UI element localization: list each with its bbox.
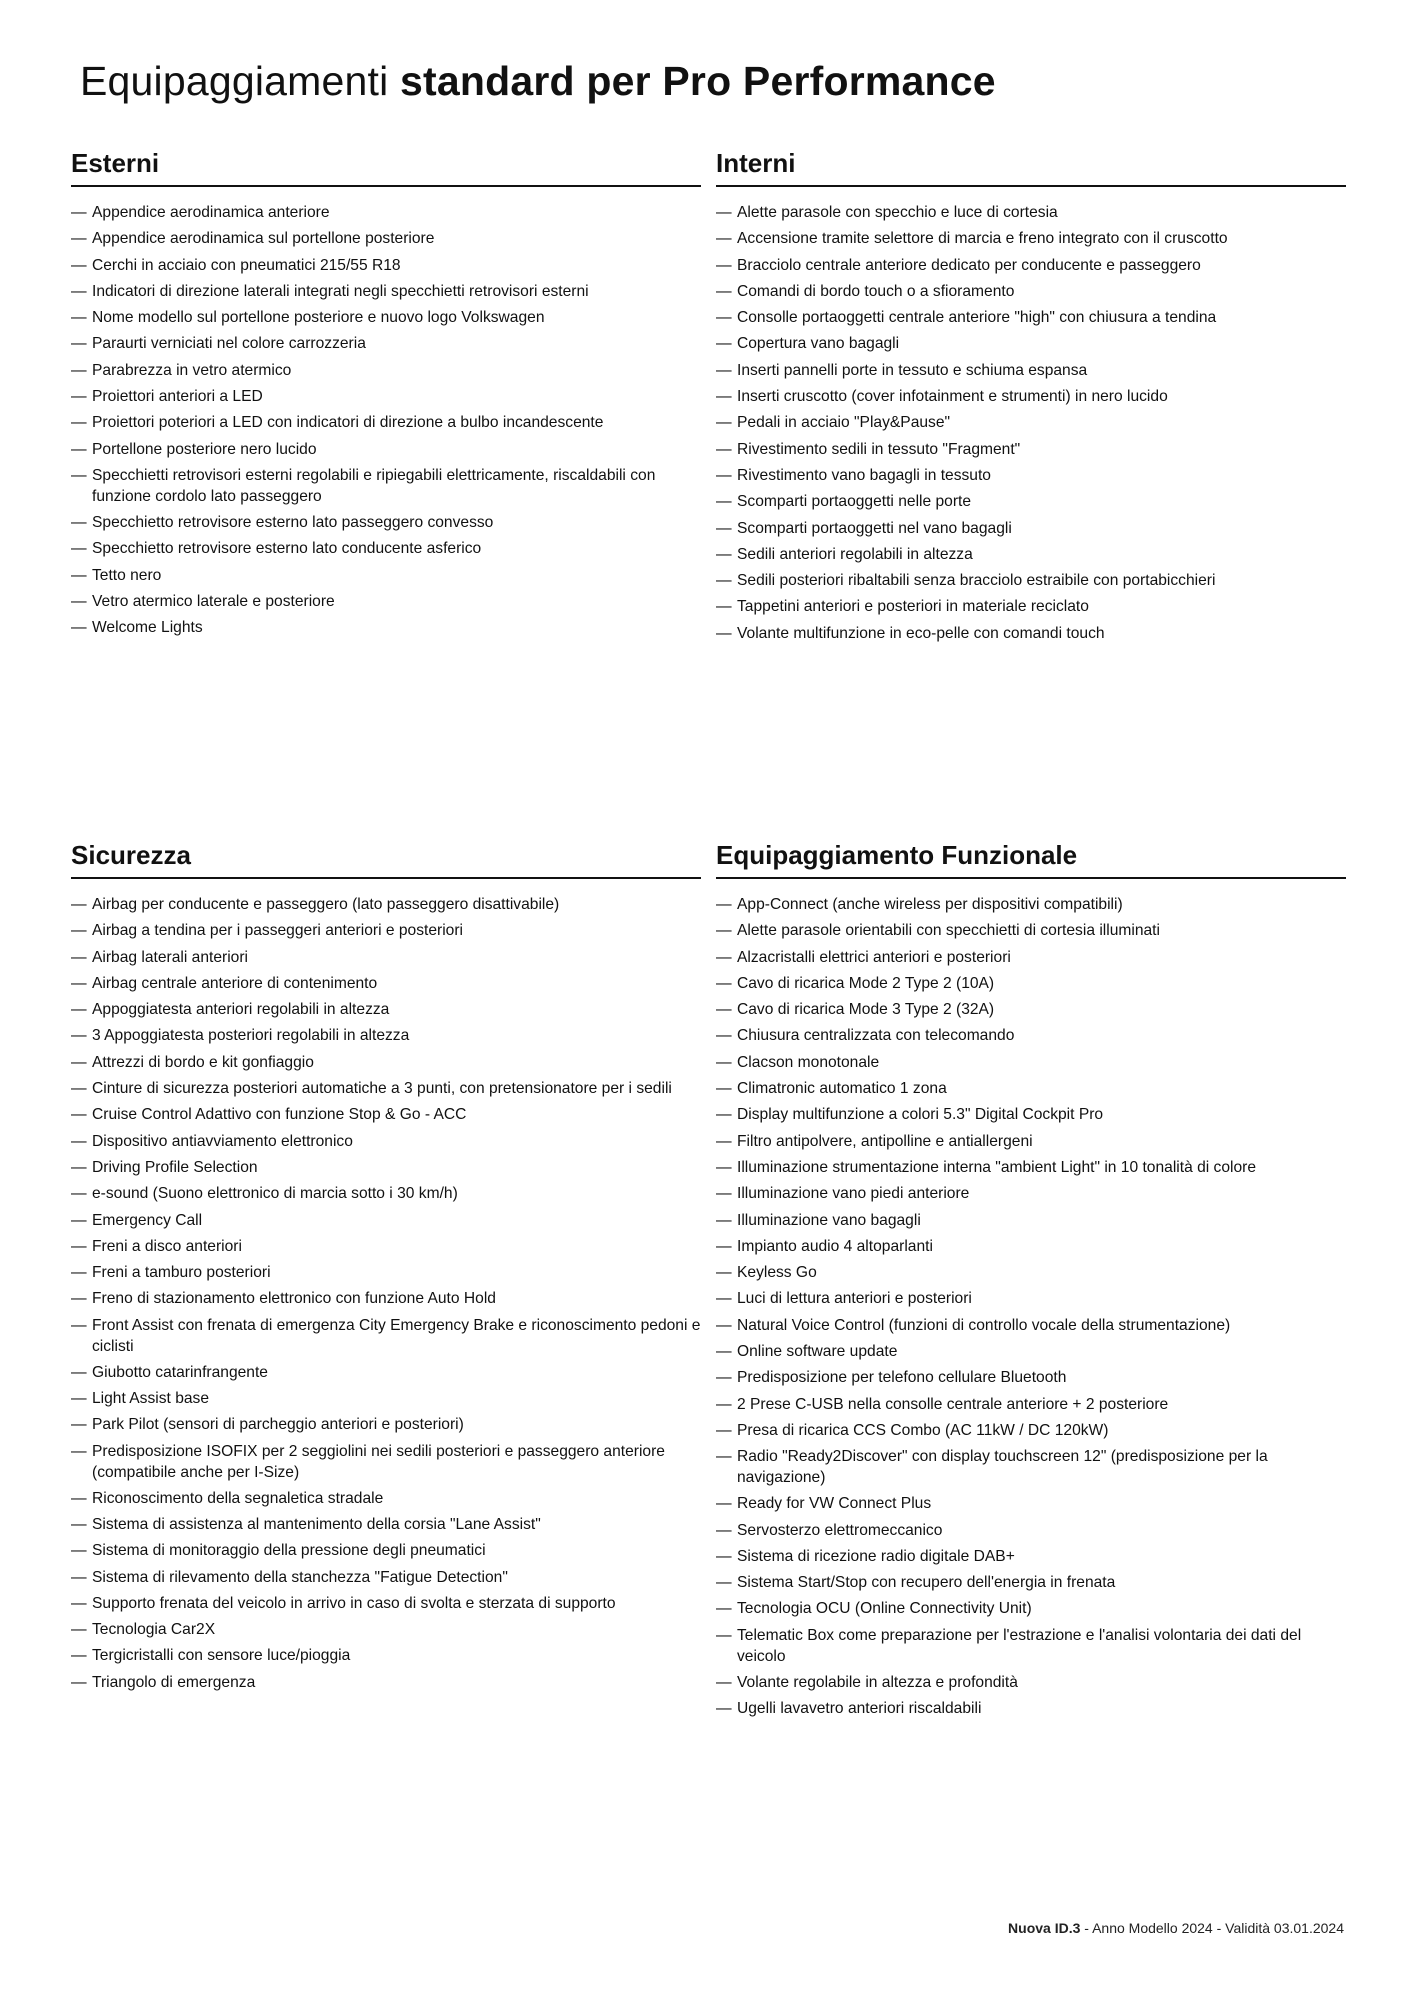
dash-bullet: —	[716, 335, 732, 353]
list-item	[716, 1157, 1346, 1183]
dash-bullet: —	[71, 1442, 87, 1460]
list-item-text: Front Assist con frenata di emergenza City Emergency Brake e riconoscimento pedoni e ciclisti	[92, 1316, 701, 1355]
list-item	[716, 333, 1346, 359]
list-item-text: Volante multifunzione in eco-pelle con comandi touch	[737, 624, 1105, 642]
list-item-text: Appendice aerodinamica anteriore	[92, 204, 330, 221]
list-item-text: Rivestimento sedili in tessuto "Fragment"	[737, 440, 1021, 458]
list-item	[716, 1131, 1346, 1157]
list-item-text: Presa di ricarica CCS Combo (AC 11kW / DC 120kW)	[737, 1421, 1109, 1439]
list-item-text: Scomparti portaoggetti nel vano bagagli	[737, 519, 1012, 537]
dash-bullet: —	[716, 204, 732, 221]
dash-bullet: —	[716, 493, 732, 511]
list-item	[716, 947, 1346, 973]
dash-bullet: —	[716, 1673, 732, 1691]
list-item	[716, 1262, 1346, 1288]
dash-bullet: —	[71, 922, 87, 940]
list-item-text: Sistema di assistenza al mantenimento della corsia "Lane Assist"	[92, 1515, 541, 1533]
dash-bullet: —	[71, 1489, 87, 1507]
dash-bullet: —	[71, 1363, 87, 1381]
page-title-bold: standard per Pro Performance	[400, 58, 996, 104]
list-item	[716, 1341, 1346, 1367]
list-item	[716, 1236, 1346, 1262]
dash-bullet: —	[716, 388, 732, 406]
list-item	[716, 386, 1346, 412]
dash-bullet: —	[716, 1132, 732, 1150]
dash-bullet: —	[716, 1316, 732, 1334]
list-item	[716, 544, 1346, 570]
list-item-text: Inserti cruscotto (cover infotainment e strumenti) in nero lucido	[737, 388, 1168, 406]
list-item-text: Cerchi in acciaio con pneumatici 215/55 R18	[92, 256, 401, 274]
list-item	[716, 491, 1346, 517]
list-item-text: Scomparti portaoggetti nelle porte	[737, 493, 972, 511]
dash-bullet: —	[716, 1700, 732, 1718]
dash-bullet: —	[716, 948, 732, 966]
item-list-sicurezza	[71, 894, 701, 1698]
list-item-text: Display multifunzione a colori 5.3" Digital Cockpit Pro	[737, 1106, 1104, 1124]
list-item	[716, 1288, 1346, 1314]
list-item-text: Cinture di sicurezza posteriori automatiche a 3 punti, con pretensionatore per i sedili	[92, 1080, 672, 1098]
list-item-text: Climatronic automatico 1 zona	[737, 1080, 947, 1098]
list-item-text: Giubotto catarinfrangente	[92, 1363, 268, 1381]
list-item	[716, 1520, 1346, 1546]
list-item-text: Airbag per conducente e passeggero (lato passeggero disattivabile)	[92, 896, 560, 913]
dash-bullet: —	[71, 1106, 87, 1124]
list-item-text: Appoggiatesta anteriori regolabili in altezza	[92, 1001, 390, 1019]
list-item	[716, 1546, 1346, 1572]
list-item	[71, 1025, 701, 1051]
dash-bullet: —	[716, 1395, 732, 1413]
list-item	[716, 1078, 1346, 1104]
list-item-text: Servosterzo elettromeccanico	[737, 1521, 943, 1539]
list-item	[71, 1540, 701, 1566]
list-item	[716, 1672, 1346, 1698]
list-item-text: Predisposizione per telefono cellulare Bluetooth	[737, 1369, 1067, 1387]
list-item-text: Emergency Call	[92, 1211, 203, 1229]
list-item-text: Sistema di ricezione radio digitale DAB+	[737, 1547, 1015, 1565]
section-sicurezza	[71, 838, 701, 1698]
dash-bullet: —	[71, 566, 87, 584]
list-item-text: Park Pilot (sensori di parcheggio anteriori e posteriori)	[92, 1416, 464, 1434]
list-item-text: Rivestimento vano bagagli in tessuto	[737, 466, 991, 484]
list-item	[716, 1572, 1346, 1598]
dash-bullet: —	[716, 545, 732, 563]
list-item-text: Illuminazione vano piedi anteriore	[737, 1185, 970, 1203]
list-item-text: Proiettori poteriori a LED con indicatori di direzione a bulbo incandescente	[92, 414, 604, 432]
list-item-text: Keyless Go	[737, 1264, 817, 1282]
dash-bullet: —	[71, 1621, 87, 1639]
dash-bullet: —	[716, 974, 732, 992]
list-item	[71, 1315, 701, 1362]
list-item-text: Bracciolo centrale anteriore dedicato per conducente e passeggero	[737, 256, 1201, 274]
list-item-text: Airbag laterali anteriori	[92, 948, 249, 966]
list-item	[71, 1104, 701, 1130]
dash-bullet: —	[71, 414, 87, 432]
list-item	[716, 894, 1346, 920]
dash-bullet: —	[71, 1416, 87, 1434]
dash-bullet: —	[716, 624, 732, 642]
list-item	[71, 1210, 701, 1236]
list-item	[71, 1183, 701, 1209]
dash-bullet: —	[716, 1185, 732, 1203]
list-item-text: Tecnologia Car2X	[92, 1621, 216, 1639]
dash-bullet: —	[716, 1369, 732, 1387]
list-item-text: Copertura vano bagagli	[737, 335, 900, 353]
list-item-text: Luci di lettura anteriori e posteriori	[737, 1290, 972, 1308]
dash-bullet: —	[71, 1185, 87, 1203]
page-title-light: Equipaggiamenti	[80, 58, 389, 104]
list-item-text: Natural Voice Control (funzioni di controllo vocale della strumentazione)	[737, 1316, 1231, 1334]
list-item-text: Paraurti verniciati nel colore carrozzeria	[92, 335, 366, 353]
dash-bullet: —	[716, 1448, 732, 1466]
list-item	[71, 202, 701, 228]
list-item-text: Airbag centrale anteriore di contenimento	[92, 974, 378, 992]
list-item	[716, 596, 1346, 622]
list-item-text: Predisposizione ISOFIX per 2 seggiolini nei sedili posteriori e passeggero anteriore (compatibile anche per I-Size)	[92, 1442, 665, 1481]
list-item	[716, 1183, 1346, 1209]
dash-bullet: —	[716, 466, 732, 484]
list-item	[71, 439, 701, 465]
list-item	[71, 1645, 701, 1671]
dash-bullet: —	[71, 513, 87, 531]
list-item-text: Proiettori anteriori a LED	[92, 388, 263, 406]
list-item	[716, 307, 1346, 333]
list-item	[716, 1420, 1346, 1446]
dash-bullet: —	[716, 414, 732, 432]
list-item	[71, 1236, 701, 1262]
list-item	[71, 1288, 701, 1314]
list-item-text: Consolle portaoggetti centrale anteriore "high" con chiusura a tendina	[737, 309, 1217, 327]
list-item	[71, 1157, 701, 1183]
page-title	[80, 55, 996, 107]
list-item-text: Alette parasole orientabili con specchietti di cortesia illuminati	[737, 922, 1160, 940]
dash-bullet: —	[71, 466, 87, 484]
list-item-text: Tecnologia OCU (Online Connectivity Unit)	[737, 1600, 1032, 1618]
footer-details: - Anno Modello 2024 - Validità 03.01.2024	[1080, 1920, 1344, 1936]
list-item	[716, 439, 1346, 465]
list-item	[71, 307, 701, 333]
dash-bullet: —	[716, 1264, 732, 1282]
dash-bullet: —	[71, 256, 87, 274]
list-item	[71, 920, 701, 946]
list-item-text: Tetto nero	[92, 566, 162, 584]
list-item-text: Appendice aerodinamica sul portellone posteriore	[92, 230, 435, 248]
list-item-text: Specchietto retrovisore esterno lato conducente asferico	[92, 540, 482, 558]
list-item-text: Radio "Ready2Discover" con display touchscreen 12" (predisposizione per la navigazione)	[737, 1448, 1268, 1487]
dash-bullet: —	[716, 1574, 732, 1592]
dash-bullet: —	[716, 1237, 732, 1255]
list-item	[71, 360, 701, 386]
list-item-text: Indicatori di direzione laterali integrati negli specchietti retrovisori esterni	[92, 282, 589, 300]
list-item	[716, 999, 1346, 1025]
list-item-text: Welcome Lights	[92, 619, 203, 637]
list-item-text: Nome modello sul portellone posteriore e nuovo logo Volkswagen	[92, 309, 545, 327]
list-item-text: Vetro atermico laterale e posteriore	[92, 592, 335, 610]
dash-bullet: —	[71, 1264, 87, 1282]
list-item-text: Cavo di ricarica Mode 2 Type 2 (10A)	[737, 974, 995, 992]
list-item-text: Alette parasole con specchio e luce di cortesia	[737, 204, 1058, 221]
dash-bullet: —	[71, 974, 87, 992]
dash-bullet: —	[716, 1053, 732, 1071]
list-item	[71, 1414, 701, 1440]
list-item	[716, 1315, 1346, 1341]
list-item-text: App-Connect (anche wireless per dispositivi compatibili)	[737, 896, 1123, 913]
list-item-text: Cavo di ricarica Mode 3 Type 2 (32A)	[737, 1001, 995, 1019]
list-item	[71, 538, 701, 564]
dash-bullet: —	[71, 1568, 87, 1586]
list-item-text: Ready for VW Connect Plus	[737, 1495, 932, 1513]
dash-bullet: —	[71, 230, 87, 248]
list-item	[71, 1362, 701, 1388]
list-item	[71, 1672, 701, 1698]
list-item	[716, 1625, 1346, 1672]
list-item-text: Cruise Control Adattivo con funzione Stop & Go - ACC	[92, 1106, 467, 1124]
list-item	[716, 202, 1346, 228]
dash-bullet: —	[716, 896, 732, 913]
dash-bullet: —	[716, 1421, 732, 1439]
list-item-text: Pedali in acciaio "Play&Pause"	[737, 414, 951, 432]
list-item	[71, 1567, 701, 1593]
list-item	[716, 1052, 1346, 1078]
dash-bullet: —	[71, 1053, 87, 1071]
list-item-text: 2 Prese C-USB nella consolle centrale anteriore + 2 posteriore	[737, 1395, 1169, 1413]
list-item-text: Alzacristalli elettrici anteriori e posteriori	[737, 948, 1011, 966]
list-item	[716, 1446, 1346, 1493]
list-item-text: Comandi di bordo touch o a sfioramento	[737, 282, 1015, 300]
list-item	[716, 1210, 1346, 1236]
dash-bullet: —	[716, 361, 732, 379]
list-item	[71, 512, 701, 538]
section-esterni	[71, 146, 701, 643]
list-item	[71, 1488, 701, 1514]
list-item	[71, 1441, 701, 1488]
list-item	[71, 973, 701, 999]
list-item	[716, 1493, 1346, 1519]
list-item	[71, 591, 701, 617]
footer	[1008, 1918, 1344, 1938]
dash-bullet: —	[716, 922, 732, 940]
list-item	[71, 465, 701, 512]
list-item-text: Dispositivo antiavviamento elettronico	[92, 1132, 353, 1150]
item-list-interni	[716, 202, 1346, 649]
list-item	[71, 1262, 701, 1288]
dash-bullet: —	[71, 1673, 87, 1691]
dash-bullet: —	[716, 1626, 732, 1644]
dash-bullet: —	[71, 1001, 87, 1019]
list-item	[71, 565, 701, 591]
dash-bullet: —	[716, 440, 732, 458]
list-item-text: Riconoscimento della segnaletica stradale	[92, 1489, 384, 1507]
list-item	[71, 333, 701, 359]
list-item	[716, 255, 1346, 281]
section-heading-sicurezza: Sicurezza	[71, 838, 701, 879]
list-item	[71, 617, 701, 643]
list-item-text: Sistema di monitoraggio della pressione degli pneumatici	[92, 1542, 486, 1560]
dash-bullet: —	[71, 1594, 87, 1612]
list-item	[716, 1104, 1346, 1130]
dash-bullet: —	[716, 1547, 732, 1565]
dash-bullet: —	[71, 1027, 87, 1045]
section-interni	[716, 146, 1346, 649]
list-item	[71, 1619, 701, 1645]
dash-bullet: —	[71, 1515, 87, 1533]
list-item-text: Freni a disco anteriori	[92, 1237, 242, 1255]
dash-bullet: —	[71, 619, 87, 637]
dash-bullet: —	[716, 309, 732, 327]
dash-bullet: —	[716, 1158, 732, 1176]
list-item-text: Parabrezza in vetro atermico	[92, 361, 292, 379]
list-item	[716, 623, 1346, 649]
dash-bullet: —	[716, 1343, 732, 1361]
list-item-text: Sistema di rilevamento della stanchezza "Fatigue Detection"	[92, 1568, 508, 1586]
dash-bullet: —	[716, 1211, 732, 1229]
dash-bullet: —	[71, 1290, 87, 1308]
list-item	[716, 570, 1346, 596]
list-item-text: 3 Appoggiatesta posteriori regolabili in altezza	[92, 1027, 410, 1045]
list-item	[71, 228, 701, 254]
list-item	[71, 894, 701, 920]
dash-bullet: —	[71, 896, 87, 913]
list-item-text: Ugelli lavavetro anteriori riscaldabili	[737, 1700, 982, 1718]
list-item-text: Specchietto retrovisore esterno lato passeggero convesso	[92, 513, 494, 531]
dash-bullet: —	[71, 1158, 87, 1176]
dash-bullet: —	[716, 1495, 732, 1513]
list-item-text: Clacson monotonale	[737, 1053, 880, 1071]
dash-bullet: —	[716, 282, 732, 300]
dash-bullet: —	[716, 1080, 732, 1098]
dash-bullet: —	[716, 256, 732, 274]
dash-bullet: —	[71, 1542, 87, 1560]
list-item-text: Attrezzi di bordo e kit gonfiaggio	[92, 1053, 314, 1071]
section-heading-interni: Interni	[716, 146, 1346, 187]
list-item	[71, 1593, 701, 1619]
dash-bullet: —	[716, 598, 732, 616]
list-item-text: Online software update	[737, 1343, 898, 1361]
list-item-text: Freno di stazionamento elettronico con funzione Auto Hold	[92, 1290, 496, 1308]
dash-bullet: —	[71, 204, 87, 221]
list-item	[716, 1025, 1346, 1051]
section-heading-funzionale: Equipaggiamento Funzionale	[716, 838, 1346, 879]
list-item	[71, 1388, 701, 1414]
dash-bullet: —	[71, 1080, 87, 1098]
list-item	[716, 1698, 1346, 1724]
footer-model: Nuova ID.3	[1008, 1920, 1081, 1936]
list-item	[716, 518, 1346, 544]
list-item	[71, 1514, 701, 1540]
dash-bullet: —	[71, 1316, 87, 1334]
list-item-text: Impianto audio 4 altoparlanti	[737, 1237, 933, 1255]
list-item-text: Filtro antipolvere, antipolline e antiallergeni	[737, 1132, 1033, 1150]
item-list-funzionale	[716, 894, 1346, 1724]
list-item	[71, 1131, 701, 1157]
section-funzionale	[716, 838, 1346, 1724]
dash-bullet: —	[716, 572, 732, 590]
dash-bullet: —	[71, 1132, 87, 1150]
list-item-text: Airbag a tendina per i passeggeri anteriori e posteriori	[92, 922, 463, 940]
list-item-text: e-sound (Suono elettronico di marcia sotto i 30 km/h)	[92, 1185, 458, 1203]
list-item	[716, 1598, 1346, 1624]
dash-bullet: —	[716, 1027, 732, 1045]
section-heading-esterni: Esterni	[71, 146, 701, 187]
list-item-text: Tappetini anteriori e posteriori in materiale reciclato	[737, 598, 1089, 616]
dash-bullet: —	[71, 948, 87, 966]
dash-bullet: —	[716, 1600, 732, 1618]
list-item-text: Inserti pannelli porte in tessuto e schiuma espansa	[737, 361, 1088, 379]
dash-bullet: —	[71, 309, 87, 327]
list-item-text: Freni a tamburo posteriori	[92, 1264, 271, 1282]
list-item-text: Specchietti retrovisori esterni regolabili e ripiegabili elettricamente, riscaldabili con funzione cordolo lato passeggero	[92, 466, 656, 505]
list-item	[716, 281, 1346, 307]
dash-bullet: —	[716, 1521, 732, 1539]
list-item	[71, 999, 701, 1025]
list-item-text: Portellone posteriore nero lucido	[92, 440, 317, 458]
dash-bullet: —	[716, 1001, 732, 1019]
list-item-text: Tergicristalli con sensore luce/pioggia	[92, 1647, 351, 1665]
list-item	[716, 228, 1346, 254]
dash-bullet: —	[71, 592, 87, 610]
list-item	[716, 1394, 1346, 1420]
dash-bullet: —	[716, 519, 732, 537]
list-item	[716, 412, 1346, 438]
list-item-text: Chiusura centralizzata con telecomando	[737, 1027, 1015, 1045]
list-item-text: Light Assist base	[92, 1390, 210, 1408]
item-list-esterni	[71, 202, 701, 643]
list-item-text: Supporto frenata del veicolo in arrivo in caso di svolta e sterzata di supporto	[92, 1594, 616, 1612]
list-item-text: Illuminazione strumentazione interna "ambient Light" in 10 tonalità di colore	[737, 1158, 1257, 1176]
dash-bullet: —	[71, 1237, 87, 1255]
list-item	[71, 412, 701, 438]
dash-bullet: —	[71, 335, 87, 353]
list-item	[71, 1052, 701, 1078]
list-item-text: Telematic Box come preparazione per l'estrazione e l'analisi volontaria dei dati del veicolo	[737, 1626, 1302, 1665]
dash-bullet: —	[71, 361, 87, 379]
list-item-text: Sedili posteriori ribaltabili senza bracciolo estraibile con portabicchieri	[737, 572, 1216, 590]
list-item	[71, 255, 701, 281]
list-item	[71, 386, 701, 412]
dash-bullet: —	[71, 1647, 87, 1665]
dash-bullet: —	[71, 440, 87, 458]
dash-bullet: —	[716, 230, 732, 248]
list-item-text: Driving Profile Selection	[92, 1158, 258, 1176]
list-item	[71, 1078, 701, 1104]
list-item	[71, 281, 701, 307]
list-item-text: Illuminazione vano bagagli	[737, 1211, 921, 1229]
dash-bullet: —	[71, 1390, 87, 1408]
list-item-text: Volante regolabile in altezza e profondità	[737, 1673, 1018, 1691]
dash-bullet: —	[716, 1290, 732, 1308]
list-item	[716, 465, 1346, 491]
list-item	[716, 1367, 1346, 1393]
dash-bullet: —	[71, 282, 87, 300]
dash-bullet: —	[71, 388, 87, 406]
list-item-text: Sistema Start/Stop con recupero dell'energia in frenata	[737, 1574, 1116, 1592]
list-item-text: Triangolo di emergenza	[92, 1673, 256, 1691]
dash-bullet: —	[716, 1106, 732, 1124]
list-item	[716, 973, 1346, 999]
list-item	[716, 920, 1346, 946]
dash-bullet: —	[71, 1211, 87, 1229]
dash-bullet: —	[71, 540, 87, 558]
list-item-text: Accensione tramite selettore di marcia e freno integrato con il cruscotto	[737, 230, 1228, 248]
list-item	[71, 947, 701, 973]
list-item-text: Sedili anteriori regolabili in altezza	[737, 545, 973, 563]
list-item	[716, 360, 1346, 386]
